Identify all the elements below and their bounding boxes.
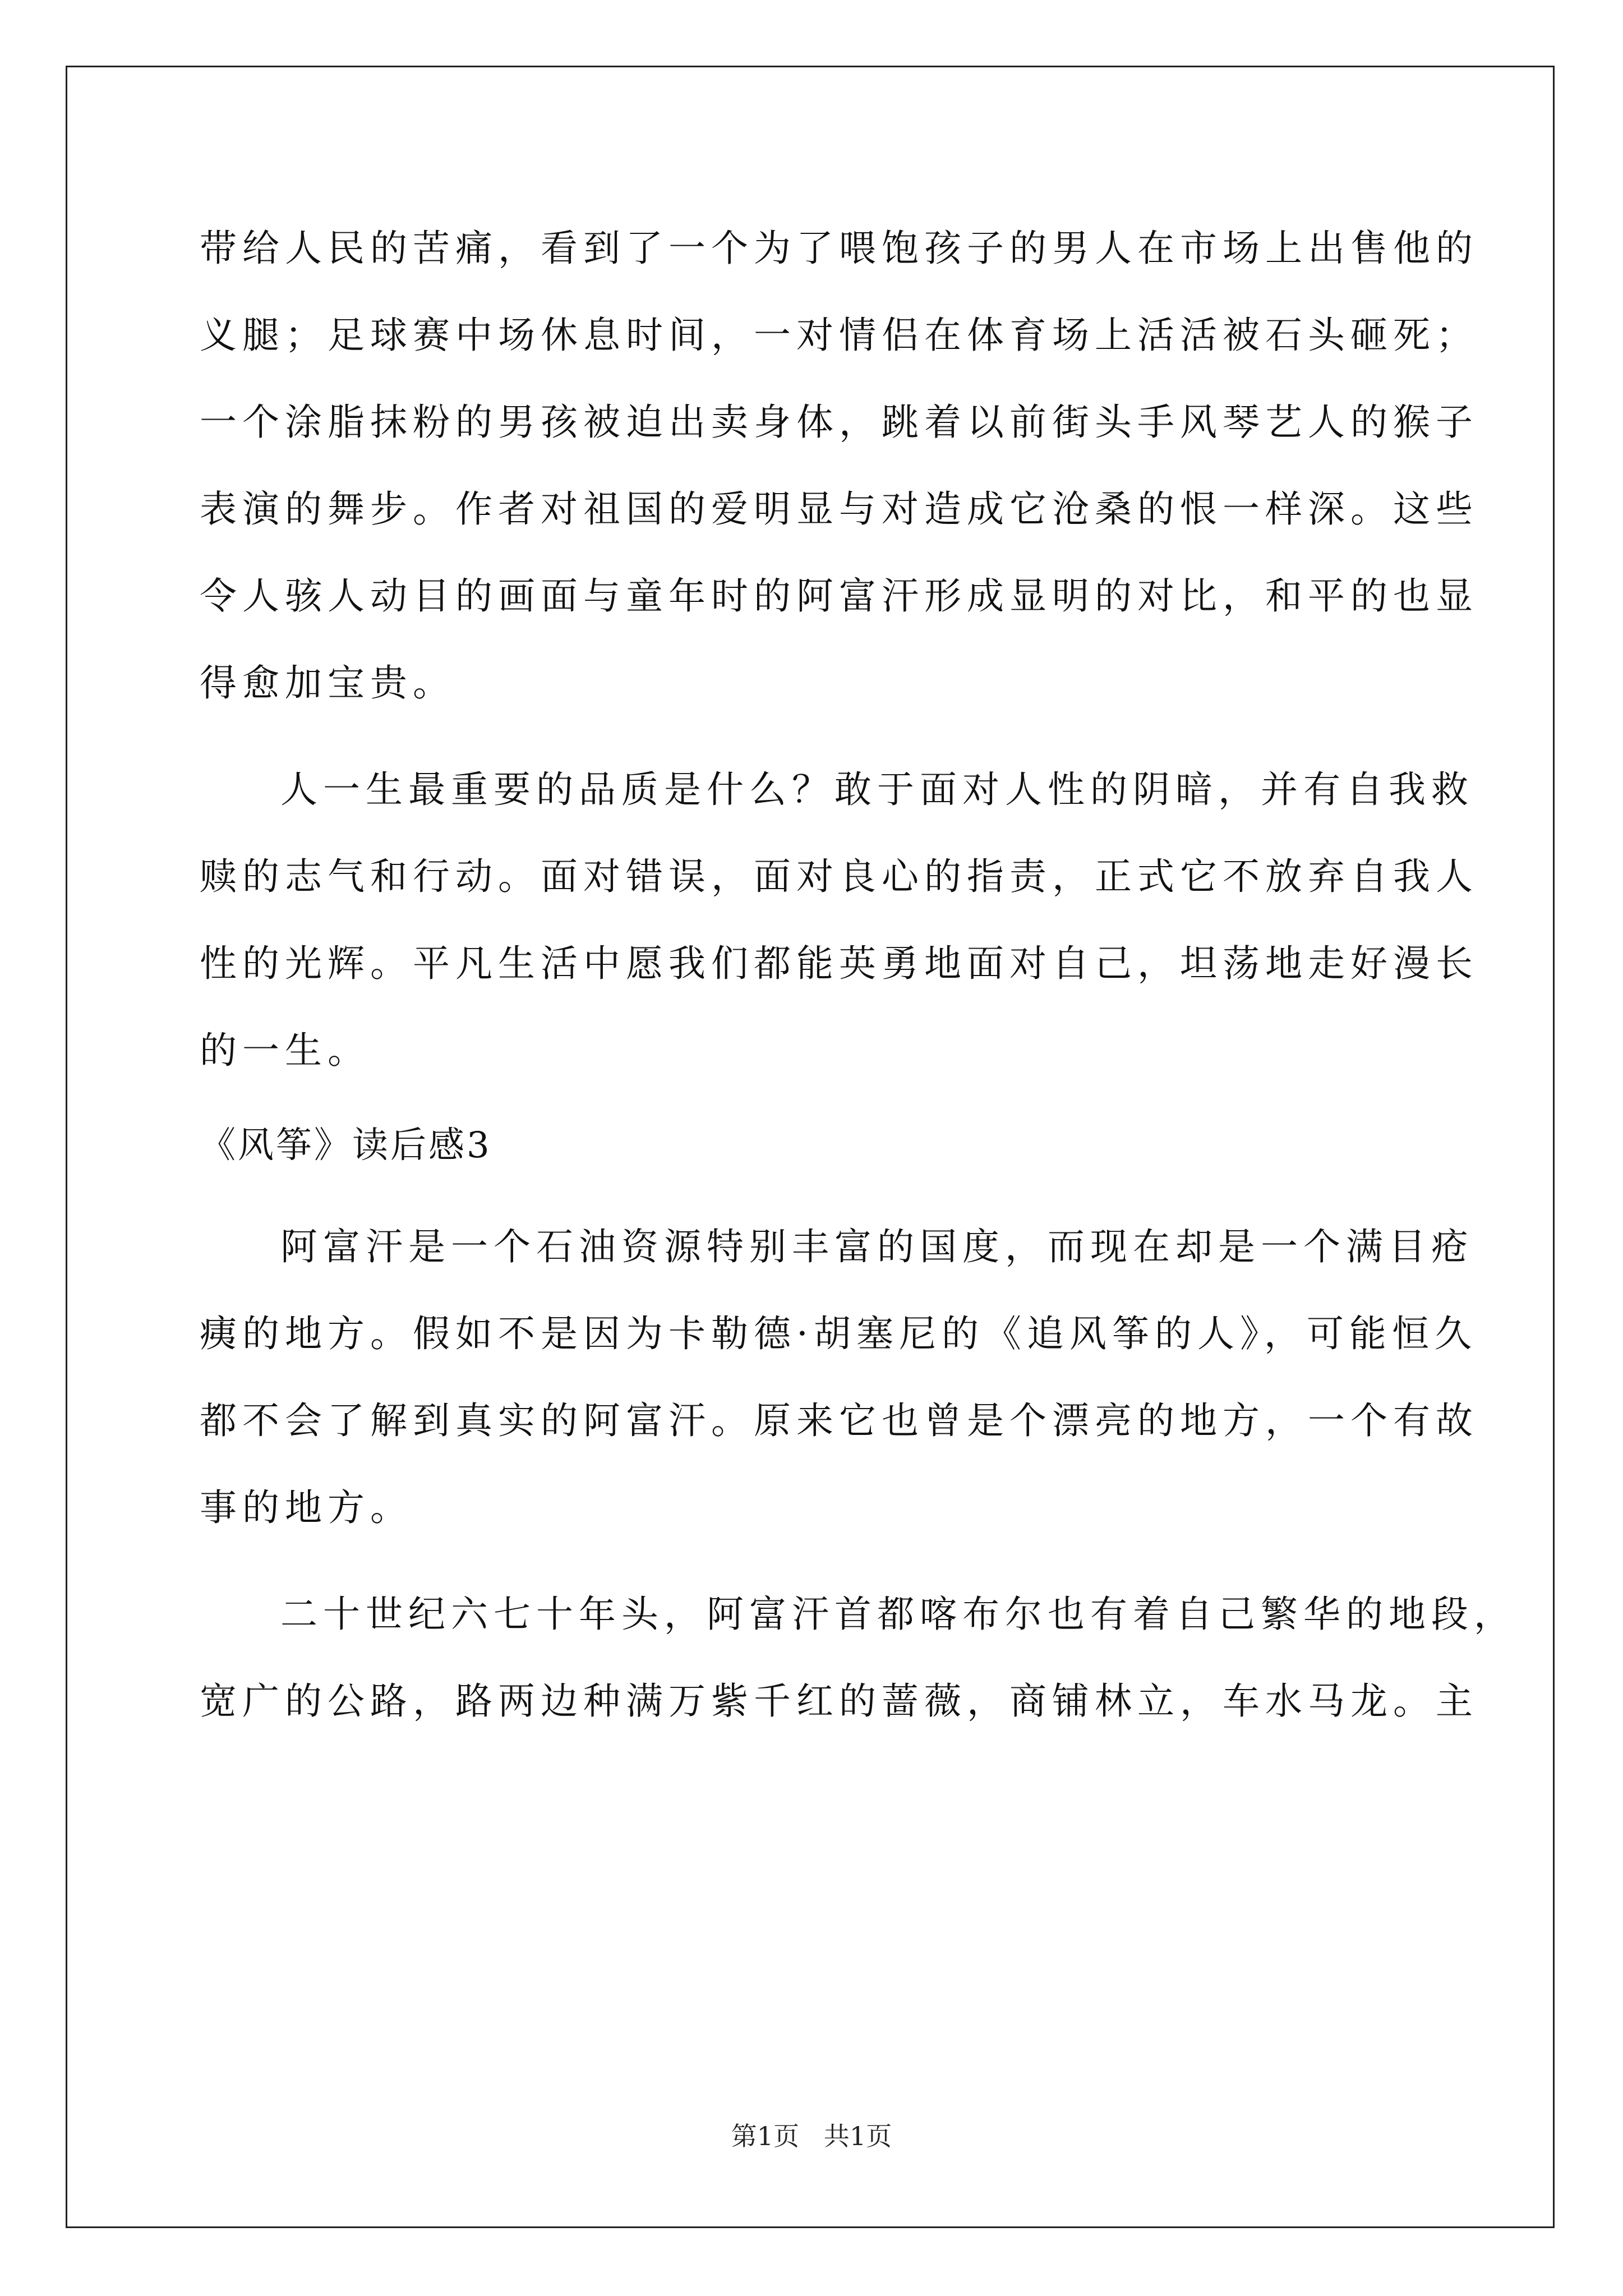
text-line: 的一生。 [200, 1029, 370, 1072]
text-line: 人一生最重要的品质是什么？敢于面对人性的阴暗，并有自我救 [280, 768, 1474, 811]
text-line: 得愈加宝贵。 [200, 661, 455, 705]
text-line: 带给人民的苦痛，看到了一个为了喂饱孩子的男人在市场上出售他的 [200, 227, 1478, 270]
text-line: 赎的志气和行动。面对错误，面对良心的指责，正式它不放弃自我人 [200, 855, 1478, 898]
text-line: 宽广的公路，路两边种满万紫千红的蔷薇，商铺林立，车水马龙。主 [200, 1680, 1478, 1723]
section-heading: 《风筝》读后感3 [200, 1125, 492, 1166]
text-line: 性的光辉。平凡生活中愿我们都能英勇地面对自己，坦荡地走好漫长 [200, 942, 1478, 985]
text-line: 一个涂脂抹粉的男孩被迫出卖身体，跳着以前街头手风琴艺人的猴子 [200, 401, 1478, 444]
page-footer: 第1页 共1页 [731, 2121, 892, 2151]
text-line: 痍的地方。假如不是因为卡勒德·胡塞尼的《追风筝的人》，可能恒久 [200, 1312, 1477, 1355]
text-line: 表演的舞步。作者对祖国的爱明显与对造成它沧桑的恨一样深。这些 [200, 487, 1478, 531]
text-line: 二十世纪六七十年头，阿富汗首都喀布尔也有着自己繁华的地段， [280, 1593, 1516, 1636]
text-line: 义腿；足球赛中场休息时间，一对情侣在体育场上活活被石头砸死； [200, 314, 1478, 357]
text-line: 阿富汗是一个石油资源特别丰富的国度，而现在却是一个满目疮 [280, 1225, 1474, 1268]
text-line: 都不会了解到真实的阿富汗。原来它也曾是个漂亮的地方，一个有故 [200, 1399, 1478, 1442]
text-line: 事的地方。 [200, 1486, 413, 1529]
text-line: 令人骇人动目的画面与童年时的阿富汗形成显明的对比，和平的也显 [200, 574, 1478, 618]
